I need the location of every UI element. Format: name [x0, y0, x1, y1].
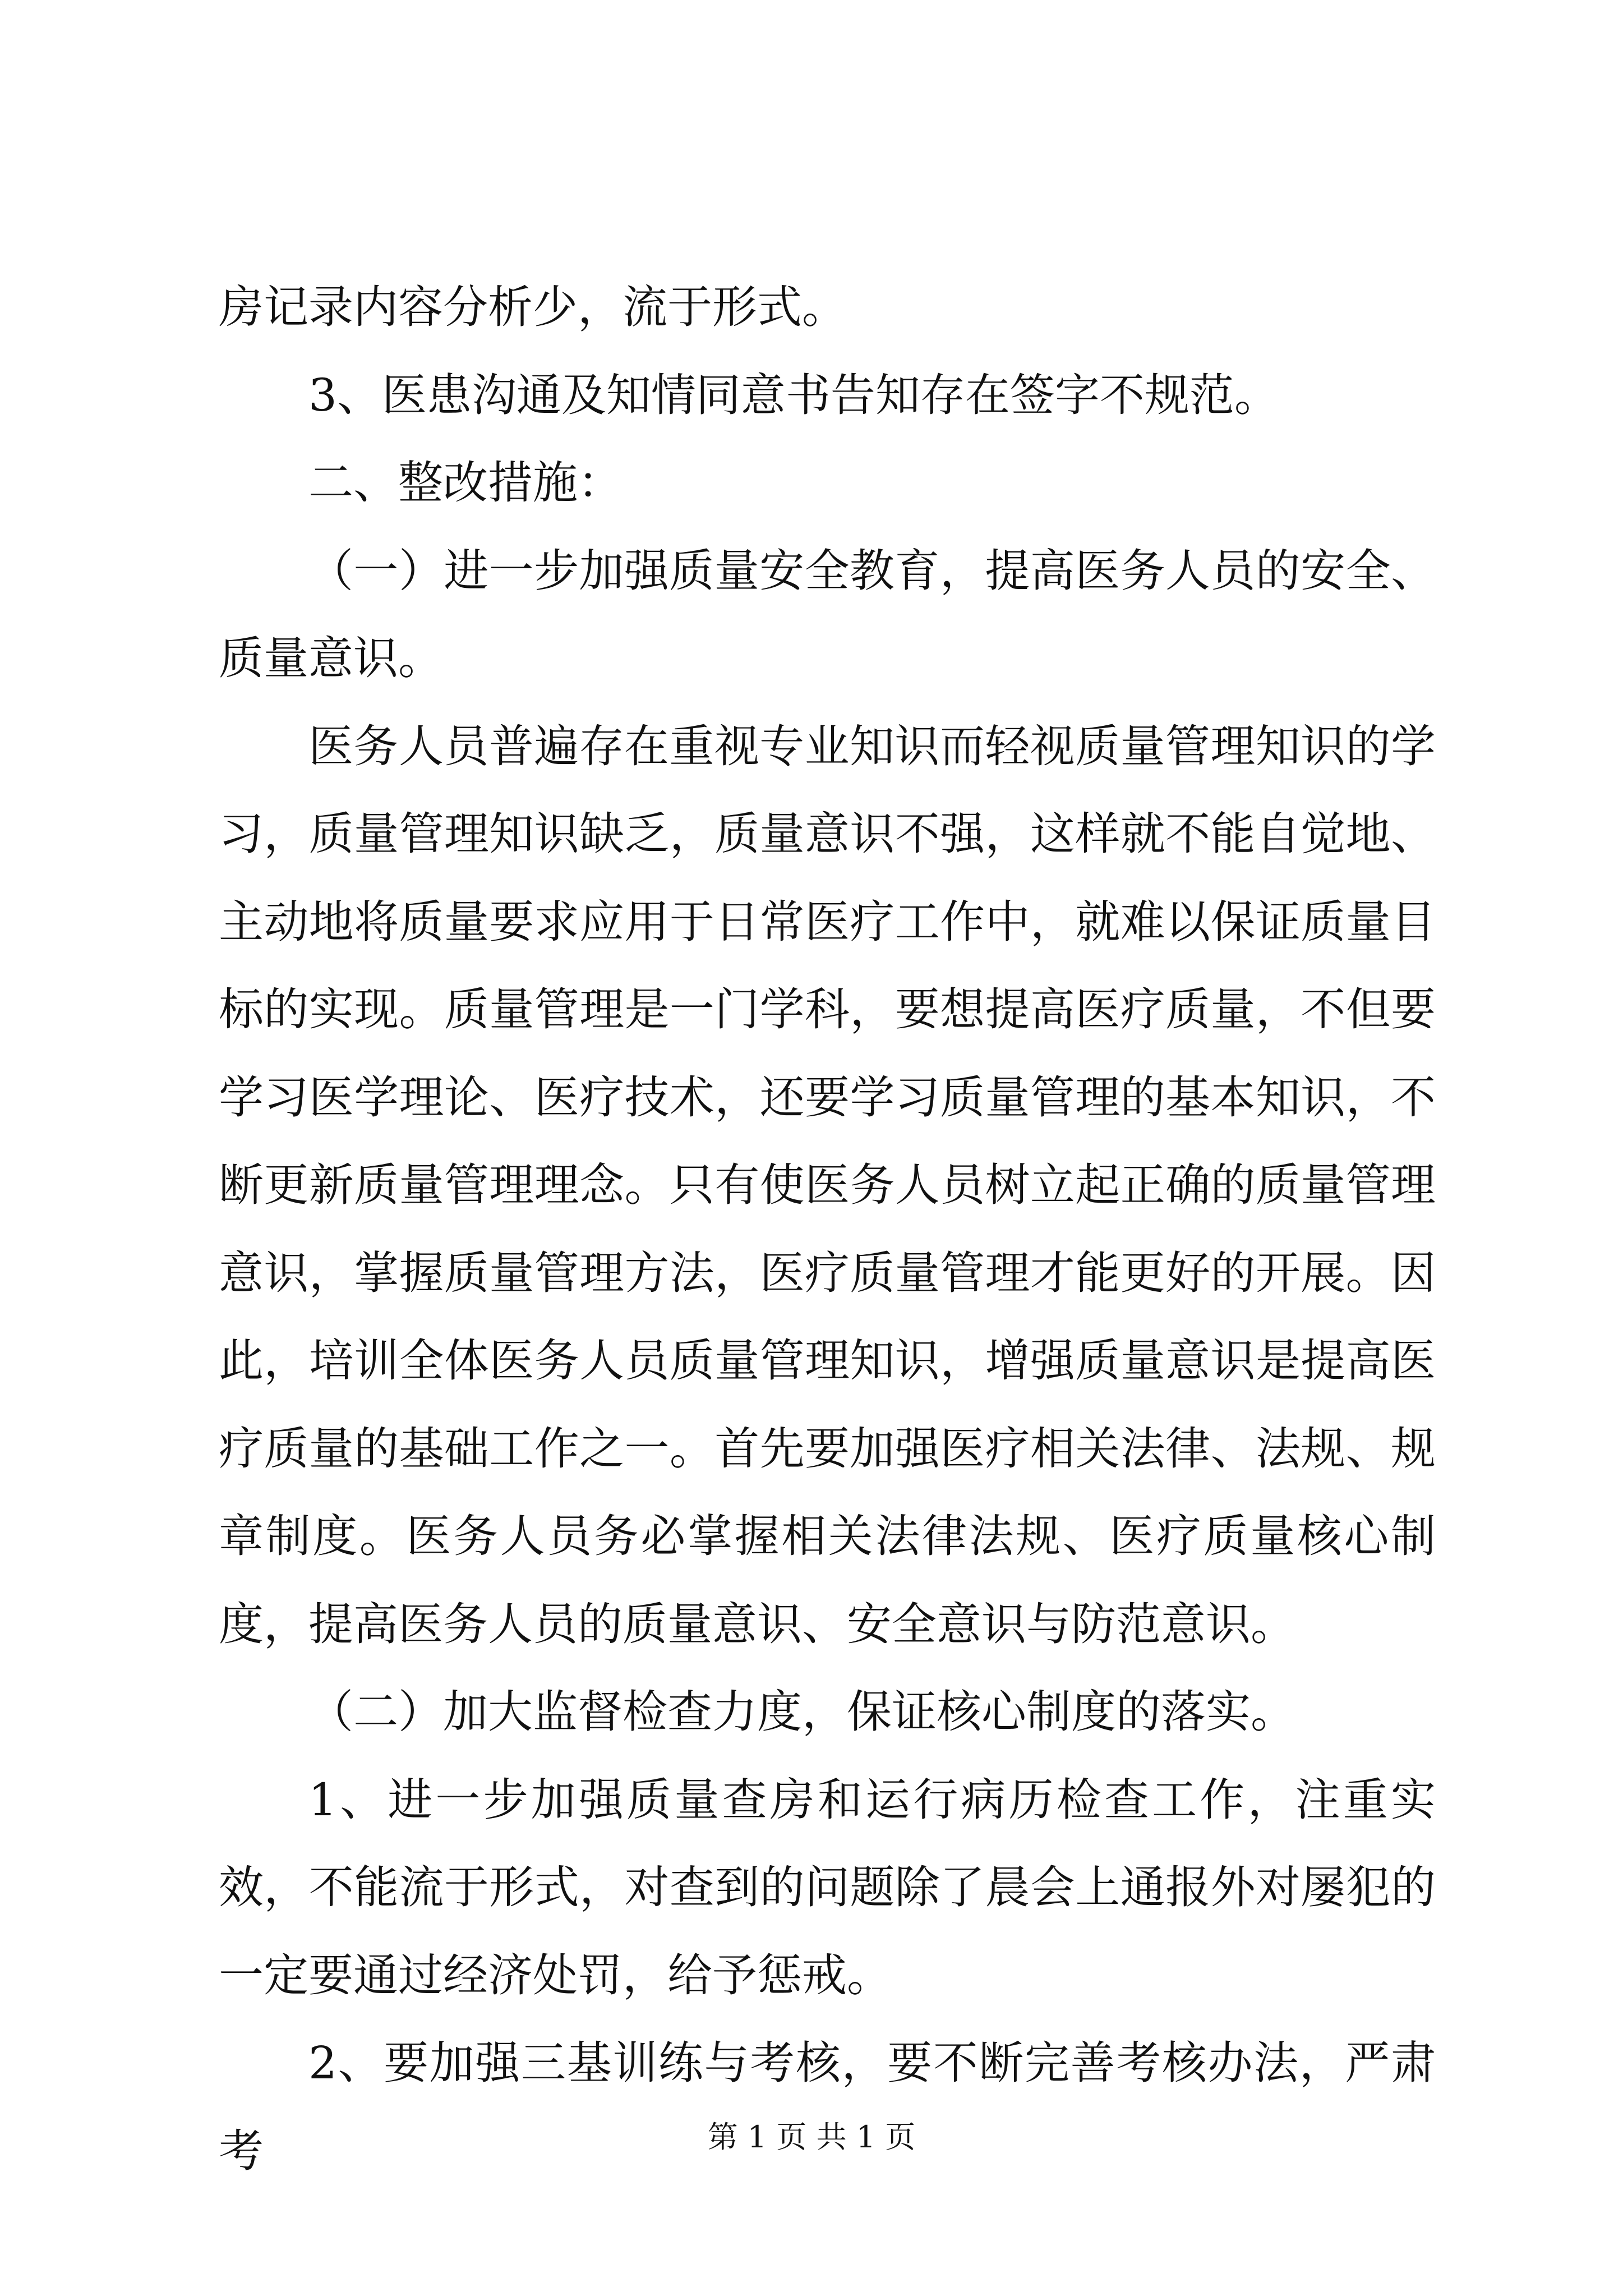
paragraph-item-2: 2、要加强三基训练与考核，要不断完善考核办法，严肃考 — [219, 2037, 1436, 2177]
document-body — [219, 264, 1436, 2195]
paragraph-item-1: 1、进一步加强质量查房和运行病历检查工作，注重实效，不能流于形式，对查到的问题除了晨会上通报外对屡犯的一定要通过经济处罚，给予惩戒。 — [219, 1773, 1436, 2001]
page-footer: 第 1 页 共 1 页 — [707, 2119, 916, 2155]
paragraph-item-3: 3、医患沟通及知情同意书告知存在签字不规范。 — [308, 369, 1279, 421]
paragraph-quality-education: 医务人员普遍存在重视专业知识而轻视质量管理知识的学习，质量管理知识缺乏，质量意识不强，这样就不能自觉地、主动地将质量要求应用于日常医疗工作中，就难以保证质量目标的实现。质量管理是一门学科，要想提高医疗质量，不但要学习医学理论、医疗技术，还要学习质量管理的基本知识，不断更新质量管理理念。只有使医务人员树立起正确的质量管理意识，掌握质量管理方法，医疗质量管理才能更好的开展。因此，培训全体医务人员质量管理知识，增强质量意识是提高医疗质量的基础工作之一。首先要加强医疗相关法律、法规、规章制度。医务人员务必掌握相关法律法规、医疗质量核心制度，提高医务人员的质量意识、安全意识与防范意识。 — [219, 720, 1436, 1650]
subheading-two: （二）加大监督检查力度，保证核心制度的落实。 — [308, 1686, 1295, 1738]
subheading-one: （一）进一步加强质量安全教育，提高医务人员的安全、质量意识。 — [219, 544, 1436, 684]
section-heading-measures: 二、整改措施： — [308, 457, 623, 509]
paragraph-continuation: 房记录内容分析少，流于形式。 — [219, 281, 847, 333]
